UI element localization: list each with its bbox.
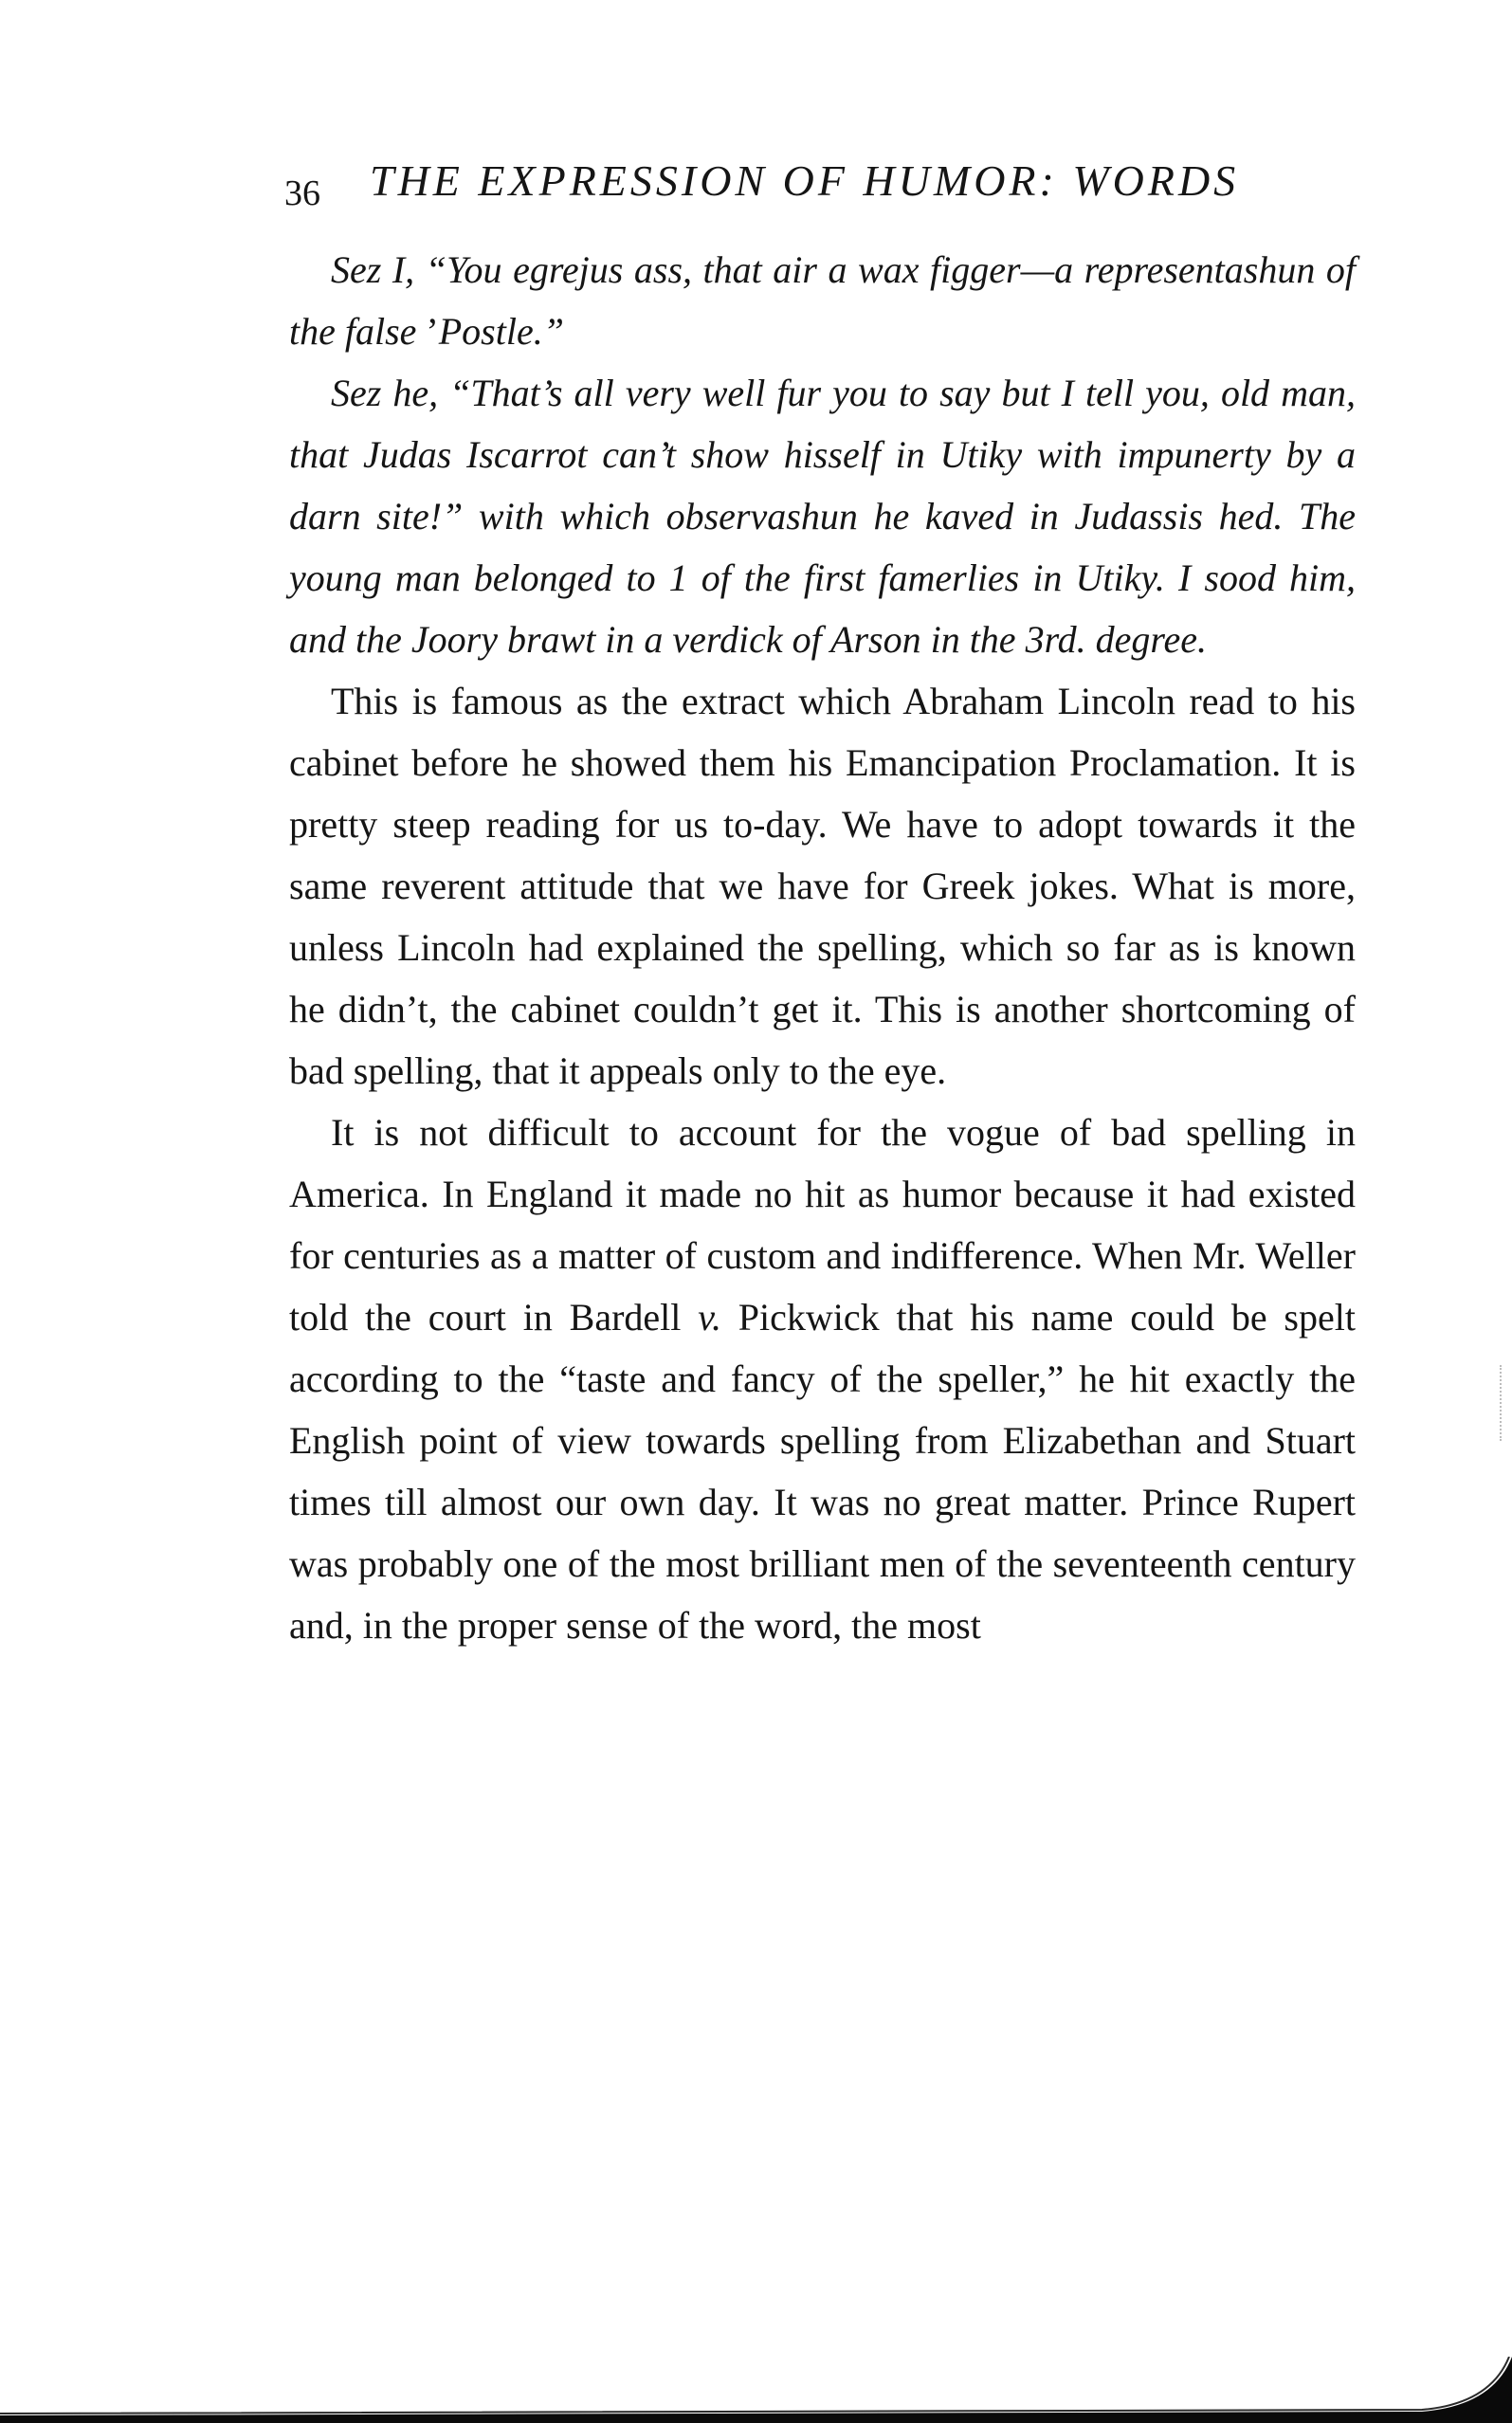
prose-p2-text: It is not difficult to account for the vogue of bad spelling in America. In England it made no hit as humor because it had existed for centuries as a matter of custom and indifference. When Mr. Weller told the court in Bardell xyxy=(289,1111,1356,1339)
page-edge-marks xyxy=(1500,1365,1504,1441)
quote-p2-number-3rd: 3rd. xyxy=(1025,618,1086,661)
quote-paragraph-1 xyxy=(289,239,1356,362)
quote-paragraph-2 xyxy=(289,362,1356,670)
page-number: 36 xyxy=(284,173,320,213)
body-text xyxy=(289,239,1356,1656)
scan-bottom-shadow xyxy=(0,2357,1512,2423)
quote-p1-apostrophe: ’ xyxy=(426,310,439,353)
running-head: THE EXPRESSION OF HUMOR: WORDS xyxy=(370,156,1240,205)
quote-p1-text: Sez I, “You egrejus ass, that air a wax figger—a representashun of the false xyxy=(289,248,1356,353)
quote-p1-end: Postle.” xyxy=(438,310,564,353)
prose-paragraph-1: This is famous as the extract which Abraham Lincoln read to his cabinet before he showed them his Emancipation Proclamation. It is pretty steep reading for us to-day. We have to adopt towards it the same reverent attitude that we have for Greek jokes. What is more, unless Lincoln had explained the spelling, which so far as is known he didn’t, the cabinet couldn’t get it. This is another shortcoming of bad spelling, that it appeals only to the eye. xyxy=(289,680,1356,1092)
page-header xyxy=(284,152,1356,218)
prose-p2-end: Pickwick that his name could be spelt according to the “taste and fancy of the speller,” he hit exactly the English point of view towards spelling from Elizabethan and Stuart times till almost our own day. It was no great matter. Prince Rupert was probably one of the most brilliant men of the seventeenth century and, in the proper sense of the word, the most xyxy=(289,1296,1356,1647)
quote-p2-number-1: 1 xyxy=(668,556,688,599)
versus-abbreviation: v. xyxy=(698,1296,721,1339)
prose-paragraph-2 xyxy=(289,1102,1356,1656)
quote-p2-text: Sez he, “That’s all very well fur you to say but I tell you, old man, that Judas Iscarrot can’t show hisself in Utiky with impunerty by a darn site!” with which observashun he kaved in Judassis hed. The young man belonged to xyxy=(289,372,1356,599)
quote-p2-middle: of the first famerlies in Utiky. I sood him, and the Joory brawt in a verdick of Arson in the xyxy=(289,556,1357,661)
quote-p2-end: degree. xyxy=(1085,618,1207,661)
